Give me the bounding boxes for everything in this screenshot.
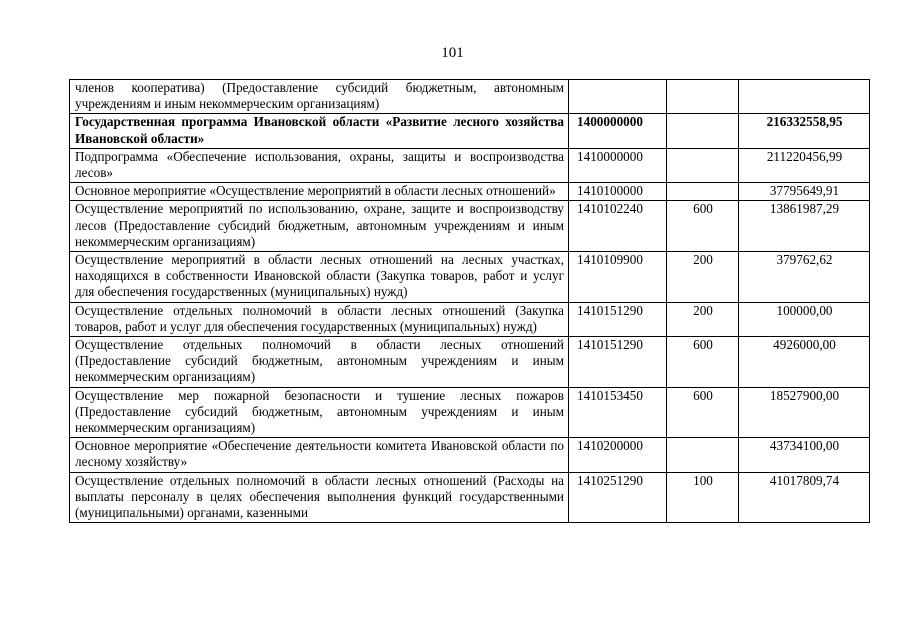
- row-code-cell: 1400000000: [569, 114, 667, 148]
- table-row: [70, 201, 870, 252]
- row-code-cell: 1410153450: [569, 387, 667, 438]
- row-description-cell: Осуществление отдельных полномочий в области лесных отношений (Предоставление субсидий бюджетным, автономным учреждениям и иным некоммерческим организациям): [70, 337, 569, 388]
- row-amount-cell: 100000,00: [739, 302, 870, 336]
- table-row: [70, 438, 870, 472]
- row-amount-cell: 13861987,29: [739, 201, 870, 252]
- row-description-cell: Основное мероприятие «Обеспечение деятельности комитета Ивановской области по лесному хозяйству»: [70, 438, 569, 472]
- row-amount-cell: 43734100,00: [739, 438, 870, 472]
- row-expense-type-cell: 600: [667, 387, 739, 438]
- row-description-cell: Основное мероприятие «Осуществление мероприятий в области лесных отношений»: [70, 183, 569, 201]
- table-row: [70, 337, 870, 388]
- budget-table-body: [70, 80, 870, 523]
- row-expense-type-cell: [667, 114, 739, 148]
- row-code-cell: 1410151290: [569, 337, 667, 388]
- row-amount-cell: 4926000,00: [739, 337, 870, 388]
- row-amount-cell: 379762,62: [739, 252, 870, 303]
- row-description-cell: членов кооператива) (Предоставление субсидий бюджетным, автономным учреждениям и иным некоммерческим организациям): [70, 80, 569, 114]
- row-code-cell: 1410100000: [569, 183, 667, 201]
- table-row: [70, 148, 870, 182]
- row-expense-type-cell: [667, 80, 739, 114]
- row-code-cell: 1410200000: [569, 438, 667, 472]
- row-expense-type-cell: 200: [667, 302, 739, 336]
- row-amount-cell: 41017809,74: [739, 472, 870, 523]
- row-expense-type-cell: 600: [667, 337, 739, 388]
- row-code-cell: 1410000000: [569, 148, 667, 182]
- row-expense-type-cell: [667, 183, 739, 201]
- row-expense-type-cell: [667, 148, 739, 182]
- row-expense-type-cell: 100: [667, 472, 739, 523]
- row-description-cell: Осуществление мероприятий по использованию, охране, защите и воспроизводству лесов (Предоставление субсидий бюджетным, автономным учреждениям и иным некоммерческим организациям): [70, 201, 569, 252]
- table-row: [70, 114, 870, 148]
- row-description-cell: Подпрограмма «Обеспечение использования, охраны, защиты и воспроизводства лесов»: [70, 148, 569, 182]
- row-amount-cell: 18527900,00: [739, 387, 870, 438]
- table-row: [70, 252, 870, 303]
- row-code-cell: 1410251290: [569, 472, 667, 523]
- row-code-cell: 1410102240: [569, 201, 667, 252]
- table-row: [70, 183, 870, 201]
- row-expense-type-cell: 200: [667, 252, 739, 303]
- row-amount-cell: 216332558,95: [739, 114, 870, 148]
- row-expense-type-cell: 600: [667, 201, 739, 252]
- row-amount-cell: [739, 80, 870, 114]
- row-code-cell: 1410151290: [569, 302, 667, 336]
- budget-table-container: [69, 79, 870, 586]
- row-expense-type-cell: [667, 438, 739, 472]
- page-number: 101: [441, 45, 464, 61]
- row-description-cell: Осуществление мер пожарной безопасности и тушение лесных пожаров (Предоставление субсидий бюджетным, автономным учреждениям и иным некоммерческим организациям): [70, 387, 569, 438]
- row-description-cell: Осуществление отдельных полномочий в области лесных отношений (Расходы на выплаты персоналу в целях обеспечения выполнения функций государственными (муниципальными) органами, казенными: [70, 472, 569, 523]
- row-description-cell: Государственная программа Ивановской области «Развитие лесного хозяйства Ивановской области»: [70, 114, 569, 148]
- budget-table: [69, 79, 870, 523]
- row-amount-cell: 37795649,91: [739, 183, 870, 201]
- row-code-cell: [569, 80, 667, 114]
- row-amount-cell: 211220456,99: [739, 148, 870, 182]
- table-row: [70, 302, 870, 336]
- table-row: [70, 80, 870, 114]
- table-row: [70, 387, 870, 438]
- row-description-cell: Осуществление отдельных полномочий в области лесных отношений (Закупка товаров, работ и услуг для обеспечения государственных (муниципальных) нужд): [70, 302, 569, 336]
- table-row: [70, 472, 870, 523]
- row-code-cell: 1410109900: [569, 252, 667, 303]
- row-description-cell: Осуществление мероприятий в области лесных отношений на лесных участках, находящихся в собственности Ивановской области (Закупка товаров, работ и услуг для обеспечения государственных (муниципальных) нужд): [70, 252, 569, 303]
